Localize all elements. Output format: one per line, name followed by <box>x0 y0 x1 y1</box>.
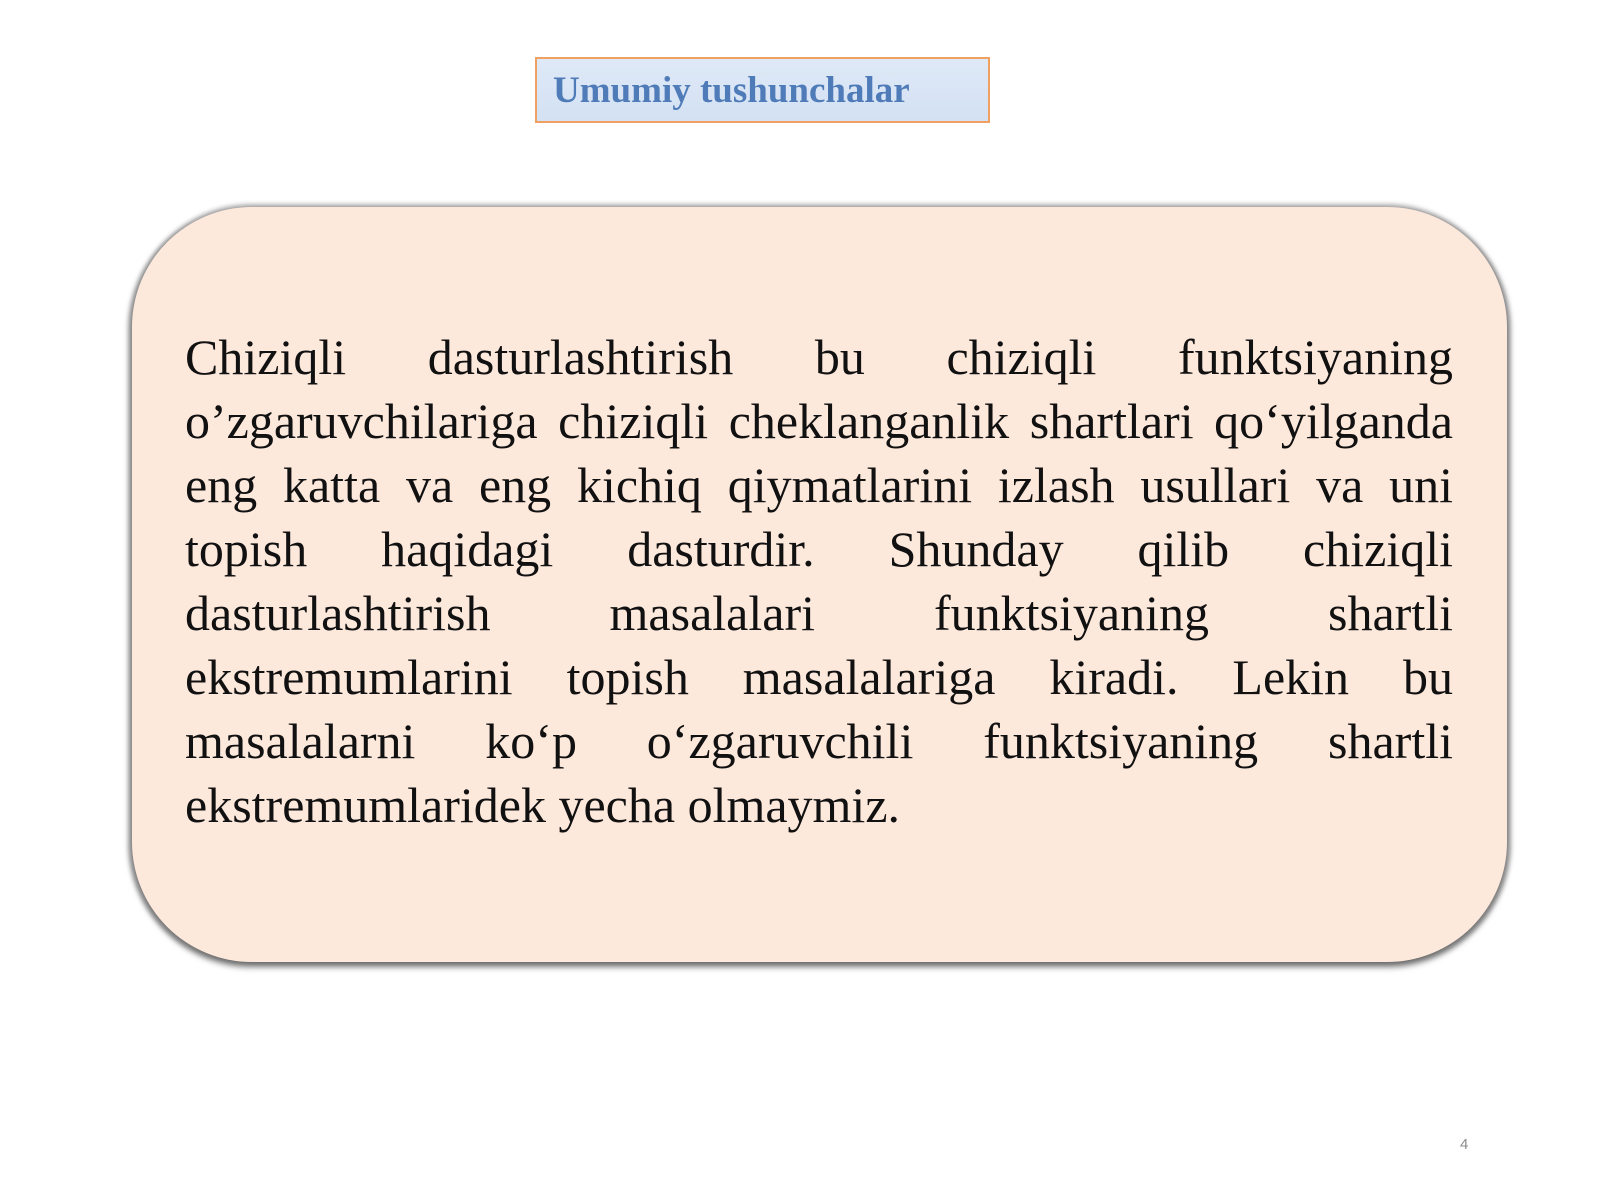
body-paragraph: Chiziqli dasturlashtirish bu chiziqli funktsiyaning o’zgaruvchilariga chiziqli cheklanganlik shartlari qo‘yilganda eng katta va eng kichiq qiymatlarini izlash usullari va uni topish haqidagi dasturdir. Shunday qilib chiziqli dasturlashtirish masalalari funktsiyaning shartli ekstremumlarini topish masalalariga kiradi. Lekin bu masalalarni ko‘p o‘zgaruvchili funktsiyaning shartli ekstremumlaridek yecha olmaymiz. <box>185 329 1453 833</box>
slide-title: Umumiy tushunchalar <box>553 69 910 111</box>
page-number: 4 <box>1460 1136 1469 1153</box>
content-card <box>132 207 1507 962</box>
slide-title-box <box>535 57 990 123</box>
